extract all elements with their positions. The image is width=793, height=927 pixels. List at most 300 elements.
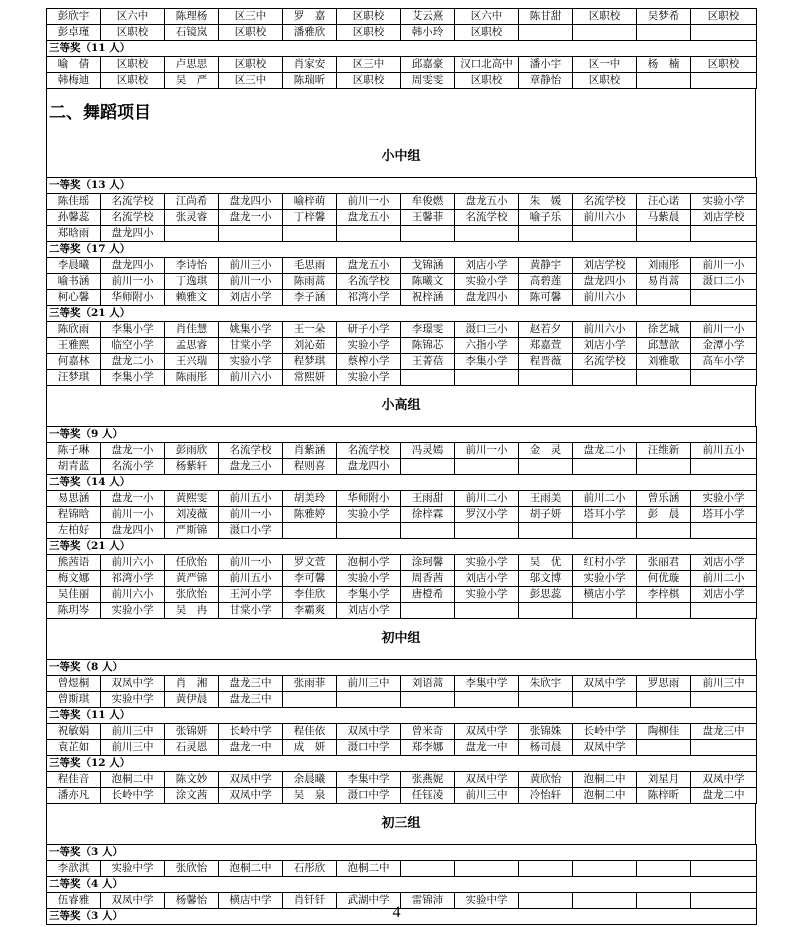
school-name: 刘店学校 — [573, 258, 637, 274]
school-name: 甘棠小学 — [219, 603, 283, 619]
school-name: 盘龙四小 — [337, 459, 401, 475]
winner-name: 戈锦涵 — [401, 258, 455, 274]
winner-name: 陈可馨 — [519, 290, 573, 306]
school-name: 区职校 — [455, 25, 519, 41]
winner-name — [519, 603, 573, 619]
winner-name — [283, 692, 337, 708]
school-name: 盘龙五小 — [455, 194, 519, 210]
school-name: 双凤中学 — [337, 724, 401, 740]
school-name: 前川五小 — [219, 491, 283, 507]
school-name — [691, 523, 757, 539]
school-name — [219, 226, 283, 242]
school-name: 名流学校 — [337, 443, 401, 459]
table-row — [47, 724, 757, 740]
school-name: 名流学校 — [573, 354, 637, 370]
school-name — [455, 523, 519, 539]
school-name: 盘龙三中 — [219, 692, 283, 708]
winner-name: 陈佳瑶 — [47, 194, 101, 210]
school-name: 名流学校 — [573, 194, 637, 210]
winner-name: 涂珂馨 — [401, 555, 455, 571]
section-title: 二、舞蹈项目 — [46, 89, 756, 137]
winner-name: 彭雨欣 — [165, 443, 219, 459]
school-name: 盘龙三小 — [219, 459, 283, 475]
winner-name — [401, 226, 455, 242]
winner-name: 喻 倩 — [47, 57, 101, 73]
group-title: 小高组 — [46, 386, 756, 426]
winner-name: 彭 晨 — [637, 507, 691, 523]
school-name: 区职校 — [337, 9, 401, 25]
winner-name: 朱 媛 — [519, 194, 573, 210]
school-name: 前川三中 — [101, 740, 165, 756]
school-name: 前川一小 — [337, 194, 401, 210]
winner-name: 喻子乐 — [519, 210, 573, 226]
winner-name — [519, 370, 573, 386]
school-name — [691, 25, 757, 41]
winner-name: 任钰凌 — [401, 788, 455, 804]
winner-name: 张锦妍 — [165, 724, 219, 740]
winner-name: 何嘉林 — [47, 354, 101, 370]
school-name: 刘店小学 — [573, 338, 637, 354]
school-name: 前川三中 — [691, 676, 757, 692]
school-name: 盘龙四小 — [573, 274, 637, 290]
school-name: 双凤中学 — [691, 772, 757, 788]
school-name: 前川一小 — [455, 443, 519, 459]
winner-name — [637, 740, 691, 756]
award-header-row — [47, 475, 757, 491]
school-name: 双凤中学 — [573, 740, 637, 756]
school-name: 名流学校 — [101, 210, 165, 226]
winner-name: 陈甘甜 — [519, 9, 573, 25]
school-name: 盘龙四小 — [455, 290, 519, 306]
table-row — [47, 676, 757, 692]
school-name: 滠口中学 — [337, 740, 401, 756]
school-name: 双凤中学 — [455, 772, 519, 788]
award-level-label: 二等奖（4 人） — [47, 877, 757, 893]
school-name: 李集小学 — [455, 354, 519, 370]
winner-name: 汪梦琪 — [47, 370, 101, 386]
school-name: 长岭中学 — [573, 724, 637, 740]
table-row — [47, 603, 757, 619]
school-name: 横店小学 — [573, 587, 637, 603]
school-name: 双凤中学 — [219, 788, 283, 804]
school-name — [691, 290, 757, 306]
school-name — [573, 370, 637, 386]
school-name: 双凤中学 — [573, 676, 637, 692]
school-name: 李集中学 — [455, 676, 519, 692]
winner-name: 杨紫轩 — [165, 459, 219, 475]
winner-name: 喻书涵 — [47, 274, 101, 290]
school-name: 姚集小学 — [219, 322, 283, 338]
winner-name — [519, 25, 573, 41]
winner-name: 刘雨彤 — [637, 258, 691, 274]
award-level-label: 一等奖（3 人） — [47, 845, 757, 861]
school-name: 实验中学 — [101, 692, 165, 708]
school-name: 区职校 — [101, 57, 165, 73]
winner-name: 徐梓霖 — [401, 507, 455, 523]
winner-name: 杨 楠 — [637, 57, 691, 73]
school-name: 罗汉小学 — [455, 507, 519, 523]
school-name — [573, 459, 637, 475]
winner-name: 张灵睿 — [165, 210, 219, 226]
school-name: 实验小学 — [219, 354, 283, 370]
school-name — [337, 226, 401, 242]
school-name: 前川六小 — [219, 370, 283, 386]
school-name — [573, 523, 637, 539]
school-name — [691, 226, 757, 242]
winner-name: 韩小玲 — [401, 25, 455, 41]
winner-name — [283, 226, 337, 242]
winner-name: 丁梓馨 — [283, 210, 337, 226]
school-name — [455, 226, 519, 242]
school-name: 李集中学 — [337, 772, 401, 788]
table-row — [47, 772, 757, 788]
winner-name: 石彤欣 — [283, 861, 337, 877]
winner-name — [519, 692, 573, 708]
winner-name: 罗思雨 — [637, 676, 691, 692]
winner-name: 陈文妙 — [165, 772, 219, 788]
school-name: 实验小学 — [337, 370, 401, 386]
winner-name: 郑嘉萱 — [519, 338, 573, 354]
winner-name: 陈雨彤 — [165, 370, 219, 386]
school-name: 实验小学 — [691, 194, 757, 210]
school-name: 区三中 — [219, 9, 283, 25]
school-name: 泡桐二中 — [101, 772, 165, 788]
school-name: 区一中 — [573, 57, 637, 73]
school-name: 泡桐二中 — [219, 861, 283, 877]
school-name: 区职校 — [219, 25, 283, 41]
winner-name — [637, 692, 691, 708]
winner-name: 汪维新 — [637, 443, 691, 459]
school-name: 刘店小学 — [691, 587, 757, 603]
winner-name: 曾乐涵 — [637, 491, 691, 507]
school-name: 盘龙一小 — [101, 443, 165, 459]
table-row — [47, 740, 757, 756]
winner-name: 王一朵 — [283, 322, 337, 338]
school-name: 区职校 — [691, 57, 757, 73]
winner-name: 胡美玲 — [283, 491, 337, 507]
group-title: 初三组 — [46, 804, 756, 844]
winner-name: 曾斯琪 — [47, 692, 101, 708]
winner-name: 涂文茜 — [165, 788, 219, 804]
winner-name: 王兴瑞 — [165, 354, 219, 370]
table-row — [47, 354, 757, 370]
winner-name: 黄欣怡 — [519, 772, 573, 788]
award-header-row — [47, 877, 757, 893]
school-name: 前川六小 — [573, 290, 637, 306]
winner-name: 赵若夕 — [519, 322, 573, 338]
winner-name: 梅文娜 — [47, 571, 101, 587]
school-name: 王河小学 — [219, 587, 283, 603]
school-name: 盘龙二小 — [573, 443, 637, 459]
winner-name: 吴 严 — [165, 73, 219, 89]
school-name — [573, 603, 637, 619]
winner-name — [519, 523, 573, 539]
school-name: 盘龙三中 — [691, 724, 757, 740]
award-level-label: 三等奖（21 人） — [47, 539, 757, 555]
winner-name: 毛思雨 — [283, 258, 337, 274]
winner-name: 成 妍 — [283, 740, 337, 756]
school-name: 区三中 — [219, 73, 283, 89]
winner-name: 吴 优 — [519, 555, 573, 571]
table-row — [47, 507, 757, 523]
school-name: 名流学校 — [219, 443, 283, 459]
winner-name: 郑晗雨 — [47, 226, 101, 242]
school-name: 实验小学 — [691, 491, 757, 507]
winner-name: 邱嘉豪 — [401, 57, 455, 73]
school-name: 盘龙一小 — [219, 210, 283, 226]
school-name: 长岭中学 — [101, 788, 165, 804]
winner-name: 周雯雯 — [401, 73, 455, 89]
school-name — [691, 459, 757, 475]
award-table — [46, 426, 757, 619]
award-header-row — [47, 660, 757, 676]
winner-name: 陶柳佳 — [637, 724, 691, 740]
winner-name — [519, 861, 573, 877]
winner-name: 朱欣宇 — [519, 676, 573, 692]
school-name: 区职校 — [101, 73, 165, 89]
winner-name: 章静怡 — [519, 73, 573, 89]
school-name: 蔡榨小学 — [337, 354, 401, 370]
table-row — [47, 571, 757, 587]
award-header-row — [47, 756, 757, 772]
school-name: 盘龙四小 — [101, 258, 165, 274]
winner-name: 李子涵 — [283, 290, 337, 306]
winner-name: 伍睿雅 — [47, 893, 101, 909]
winner-name: 罗文萱 — [283, 555, 337, 571]
school-name: 盘龙一中 — [455, 740, 519, 756]
school-name — [573, 692, 637, 708]
school-name: 研子小学 — [337, 322, 401, 338]
winner-name: 雷锦沛 — [401, 893, 455, 909]
winner-name: 黄静宇 — [519, 258, 573, 274]
school-name: 滠口三小 — [455, 322, 519, 338]
school-name: 双凤中学 — [219, 772, 283, 788]
winner-name: 李晨曦 — [47, 258, 101, 274]
school-name: 实验小学 — [337, 338, 401, 354]
school-name: 前川一小 — [219, 555, 283, 571]
table-row — [47, 57, 757, 73]
winner-name: 陈玥岑 — [47, 603, 101, 619]
award-level-label: 三等奖（11 人） — [47, 41, 757, 57]
table-row — [47, 9, 757, 25]
school-name: 实验小学 — [455, 587, 519, 603]
winner-name: 唐橙希 — [401, 587, 455, 603]
winner-name: 胡子妍 — [519, 507, 573, 523]
school-name: 双凤中学 — [101, 676, 165, 692]
table-row — [47, 788, 757, 804]
school-name: 前川一小 — [219, 274, 283, 290]
school-name: 李集小学 — [101, 322, 165, 338]
winner-name: 刘雅歌 — [637, 354, 691, 370]
winner-name: 潘雅欣 — [283, 25, 337, 41]
school-name: 前川三中 — [101, 724, 165, 740]
table-row — [47, 459, 757, 475]
school-name: 盘龙四小 — [101, 226, 165, 242]
winner-name: 余晨曦 — [283, 772, 337, 788]
winner-name: 卢思思 — [165, 57, 219, 73]
winner-name: 陈理杨 — [165, 9, 219, 25]
table-row — [47, 555, 757, 571]
winner-name: 易肖蒿 — [637, 274, 691, 290]
table-row — [47, 587, 757, 603]
winner-name: 肖紫涵 — [283, 443, 337, 459]
school-name: 甘棠小学 — [219, 338, 283, 354]
school-name: 盘龙一小 — [101, 491, 165, 507]
winner-name: 何优璇 — [637, 571, 691, 587]
winner-name: 吴佳丽 — [47, 587, 101, 603]
school-name: 金潭小学 — [691, 338, 757, 354]
school-name: 祁湾小学 — [337, 290, 401, 306]
winner-name: 江尚希 — [165, 194, 219, 210]
winner-name: 陈锦芯 — [401, 338, 455, 354]
school-name: 区职校 — [573, 73, 637, 89]
school-name — [691, 740, 757, 756]
school-name: 盘龙四小 — [219, 194, 283, 210]
school-name: 武湖中学 — [337, 893, 401, 909]
winner-name: 王馨菲 — [401, 210, 455, 226]
school-name: 泡桐二中 — [573, 772, 637, 788]
school-name: 盘龙二中 — [691, 788, 757, 804]
school-name: 区职校 — [691, 9, 757, 25]
winner-name: 肖佳慧 — [165, 322, 219, 338]
school-name: 实验小学 — [455, 555, 519, 571]
winner-name: 常熙妍 — [283, 370, 337, 386]
winner-name: 李梓棋 — [637, 587, 691, 603]
winner-name: 陈曦文 — [401, 274, 455, 290]
school-name: 名流学校 — [101, 194, 165, 210]
school-name — [573, 861, 637, 877]
school-name: 实验中学 — [455, 893, 519, 909]
award-level-label: 一等奖（8 人） — [47, 660, 757, 676]
award-header-row — [47, 539, 757, 555]
school-name: 李集小学 — [101, 370, 165, 386]
winner-name: 丁逸琪 — [165, 274, 219, 290]
winner-name: 张欣怡 — [165, 587, 219, 603]
winner-name: 陈子琳 — [47, 443, 101, 459]
school-name: 前川六小 — [573, 210, 637, 226]
winner-name — [637, 603, 691, 619]
award-level-label: 二等奖（17 人） — [47, 242, 757, 258]
school-name: 华师附小 — [337, 491, 401, 507]
table-row — [47, 194, 757, 210]
award-level-label: 三等奖（3 人） — [47, 909, 757, 925]
winner-name: 彭思蕊 — [519, 587, 573, 603]
table-row — [47, 210, 757, 226]
award-header-row — [47, 306, 757, 322]
winner-name: 艾云熹 — [401, 9, 455, 25]
winner-name: 孟思睿 — [165, 338, 219, 354]
table-row — [47, 258, 757, 274]
winner-name — [637, 523, 691, 539]
winner-name: 黄严锦 — [165, 571, 219, 587]
table-row — [47, 226, 757, 242]
winner-name — [637, 861, 691, 877]
school-name: 区职校 — [337, 25, 401, 41]
table-row — [47, 491, 757, 507]
winner-name: 祝敏娟 — [47, 724, 101, 740]
table-row — [47, 443, 757, 459]
winner-name: 陈瑞昕 — [283, 73, 337, 89]
winner-name — [401, 523, 455, 539]
school-name: 名流学校 — [337, 274, 401, 290]
table-row — [47, 73, 757, 89]
winner-name: 刘沁茹 — [283, 338, 337, 354]
winner-name — [401, 861, 455, 877]
winner-name: 任欣怡 — [165, 555, 219, 571]
winner-name — [401, 370, 455, 386]
winner-name: 邬文博 — [519, 571, 573, 587]
school-name: 实验小学 — [101, 603, 165, 619]
school-name: 区三中 — [337, 57, 401, 73]
winner-name: 吴梦希 — [637, 9, 691, 25]
winner-name: 彭欣宇 — [47, 9, 101, 25]
winner-name: 胡青蓝 — [47, 459, 101, 475]
winner-name — [637, 25, 691, 41]
school-name — [691, 861, 757, 877]
winner-name: 祝梓涵 — [401, 290, 455, 306]
school-name: 前川三中 — [455, 788, 519, 804]
school-name: 实验中学 — [101, 861, 165, 877]
school-name: 区职校 — [101, 25, 165, 41]
winner-name: 陈雨蒿 — [283, 274, 337, 290]
winner-name: 邱慧歆 — [637, 338, 691, 354]
winner-name: 肖家安 — [283, 57, 337, 73]
group-title: 小中组 — [46, 137, 756, 177]
school-name: 红村小学 — [573, 555, 637, 571]
school-name: 滠口中学 — [337, 788, 401, 804]
winner-name: 徐艺城 — [637, 322, 691, 338]
award-level-label: 三等奖（21 人） — [47, 306, 757, 322]
winner-name: 左柏好 — [47, 523, 101, 539]
school-name: 盘龙四小 — [101, 523, 165, 539]
winner-name: 张锦姝 — [519, 724, 573, 740]
winner-name: 陈梓昕 — [637, 788, 691, 804]
winner-name: 程锦晗 — [47, 507, 101, 523]
winner-name: 周香茜 — [401, 571, 455, 587]
winner-name — [519, 226, 573, 242]
winner-name: 李可馨 — [283, 571, 337, 587]
school-name: 前川二小 — [691, 571, 757, 587]
winner-name: 潘小宇 — [519, 57, 573, 73]
winner-name: 李诗怡 — [165, 258, 219, 274]
school-name: 盘龙三中 — [219, 676, 283, 692]
page-number: 4 — [392, 904, 401, 921]
school-name — [337, 692, 401, 708]
school-name: 前川一小 — [691, 322, 757, 338]
winner-name: 程梦琪 — [283, 354, 337, 370]
school-name: 区职校 — [337, 73, 401, 89]
school-name — [455, 370, 519, 386]
winner-name: 刘语蒿 — [401, 676, 455, 692]
school-name: 华师附小 — [101, 290, 165, 306]
school-name — [691, 692, 757, 708]
winner-name: 肖 湘 — [165, 676, 219, 692]
school-name: 滠口小学 — [219, 523, 283, 539]
school-name: 前川三小 — [219, 258, 283, 274]
table-row — [47, 25, 757, 41]
school-name: 前川二小 — [573, 491, 637, 507]
winner-name: 石灵恩 — [165, 740, 219, 756]
winner-name — [637, 290, 691, 306]
award-header-row — [47, 242, 757, 258]
school-name: 前川五小 — [219, 571, 283, 587]
award-level-label: 一等奖（9 人） — [47, 427, 757, 443]
winner-name — [637, 370, 691, 386]
school-name: 刘店小学 — [455, 571, 519, 587]
school-name: 塔耳小学 — [573, 507, 637, 523]
school-name: 前川五小 — [691, 443, 757, 459]
winner-name — [637, 459, 691, 475]
